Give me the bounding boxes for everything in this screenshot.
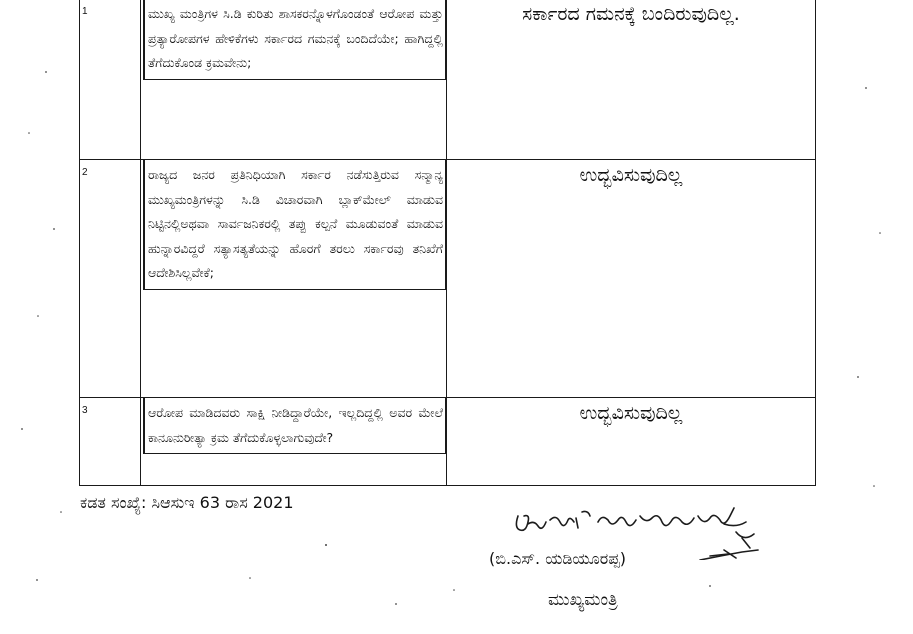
file-reference: ಕಡತ ಸಂಖ್ಯೆ: ಸಿಆಸುಇ 63 ರಾಸ 2021	[80, 493, 294, 512]
question-text: ಮುಖ್ಯ ಮಂತ್ರಿಗಳ ಸಿ.ಡಿ ಕುರಿತು ಶಾಸಕರನ್ನೊಳಗೊಂಡಂತೆ ಆರೋಪ ಮತ್ತು ಪ್ರತ್ಯಾರೋಪಗಳ ಹೇಳಿಕೆಗಳು ಸರ್ಕಾರದ ಗಮನಕ್ಕೆ ಬಂದಿದೆಯೇ; ಹಾಗಿದ್ದಲ್ಲಿ ತೆಗೆದುಕೊಂಡ ಕ್ರಮವೇನು;	[143, 0, 446, 80]
answer-cell	[447, 398, 816, 486]
answer-text: ಉದ್ಭವಿಸುವುದಿಲ್ಲ	[579, 402, 683, 424]
question-text: ರಾಜ್ಯದ ಜನರ ಪ್ರತಿನಿಧಿಯಾಗಿ ಸರ್ಕಾರ ನಡೆಸುತ್ತಿರುವ ಸನ್ಮಾನ್ಯ ಮುಖ್ಯಮಂತ್ರಿಗಳನ್ನು ಸಿ.ಡಿ ವಿಚಾರವಾಗಿ ಬ್ಲಾಕ್‌ಮೇಲ್ ಮಾಡುವ ನಿಟ್ಟಿನಲ್ಲಿಅಥವಾ ಸಾರ್ವಜನಿಕರಲ್ಲಿ ತಪ್ಪು ಕಲ್ಪನೆ ಮೂಡುವಂತೆ ಮಾಡುವ ಹುನ್ನಾರವಿದ್ದರೆ ಸತ್ಯಾಸತ್ಯತೆಯನ್ನು ಹೊರಗೆ ತರಲು ಸರ್ಕಾರವು ತನಿಖೆಗೆ ಆದೇಶಿಸಿಲ್ಲವೇಕೆ;	[143, 160, 446, 290]
answer-text: ಸರ್ಕಾರದ ಗಮನಕ್ಕೆ ಬಂದಿರುವುದಿಲ್ಲ.	[522, 3, 740, 25]
answer-text: ಉದ್ಭವಿಸುವುದಿಲ್ಲ	[579, 164, 683, 186]
question-answer-table	[79, 0, 816, 486]
answer-cell	[447, 0, 816, 160]
question-cell	[141, 398, 447, 486]
table-row	[80, 0, 816, 160]
row-number-cell	[80, 160, 141, 398]
row-number: 2	[82, 167, 88, 178]
question-cell	[141, 160, 447, 398]
answer-cell	[447, 160, 816, 398]
table-row	[80, 160, 816, 398]
row-number: 3	[82, 405, 88, 416]
row-number-cell	[80, 0, 141, 160]
row-number-cell	[80, 398, 141, 486]
signer-title: ಮುಖ್ಯಮಂತ್ರಿ	[548, 590, 618, 610]
row-number: 1	[82, 6, 88, 17]
question-text: ಆರೋಪ ಮಾಡಿದವರು ಸಾಕ್ಷಿ ನೀಡಿದ್ದಾರೆಯೇ, ಇಲ್ಲದಿದ್ದಲ್ಲಿ ಅವರ ಮೇಲೆ ಕಾನೂನುರೀತ್ಯಾ ಕ್ರಮ ತೆಗೆದುಕೊಳ್ಳಲಾಗುವುದೇ?	[143, 398, 446, 454]
table-row	[80, 398, 816, 486]
signer-name: (ಬಿ.ಎಸ್. ಯಡಿಯೂರಪ್ಪ)	[489, 549, 626, 568]
question-cell	[141, 0, 447, 160]
